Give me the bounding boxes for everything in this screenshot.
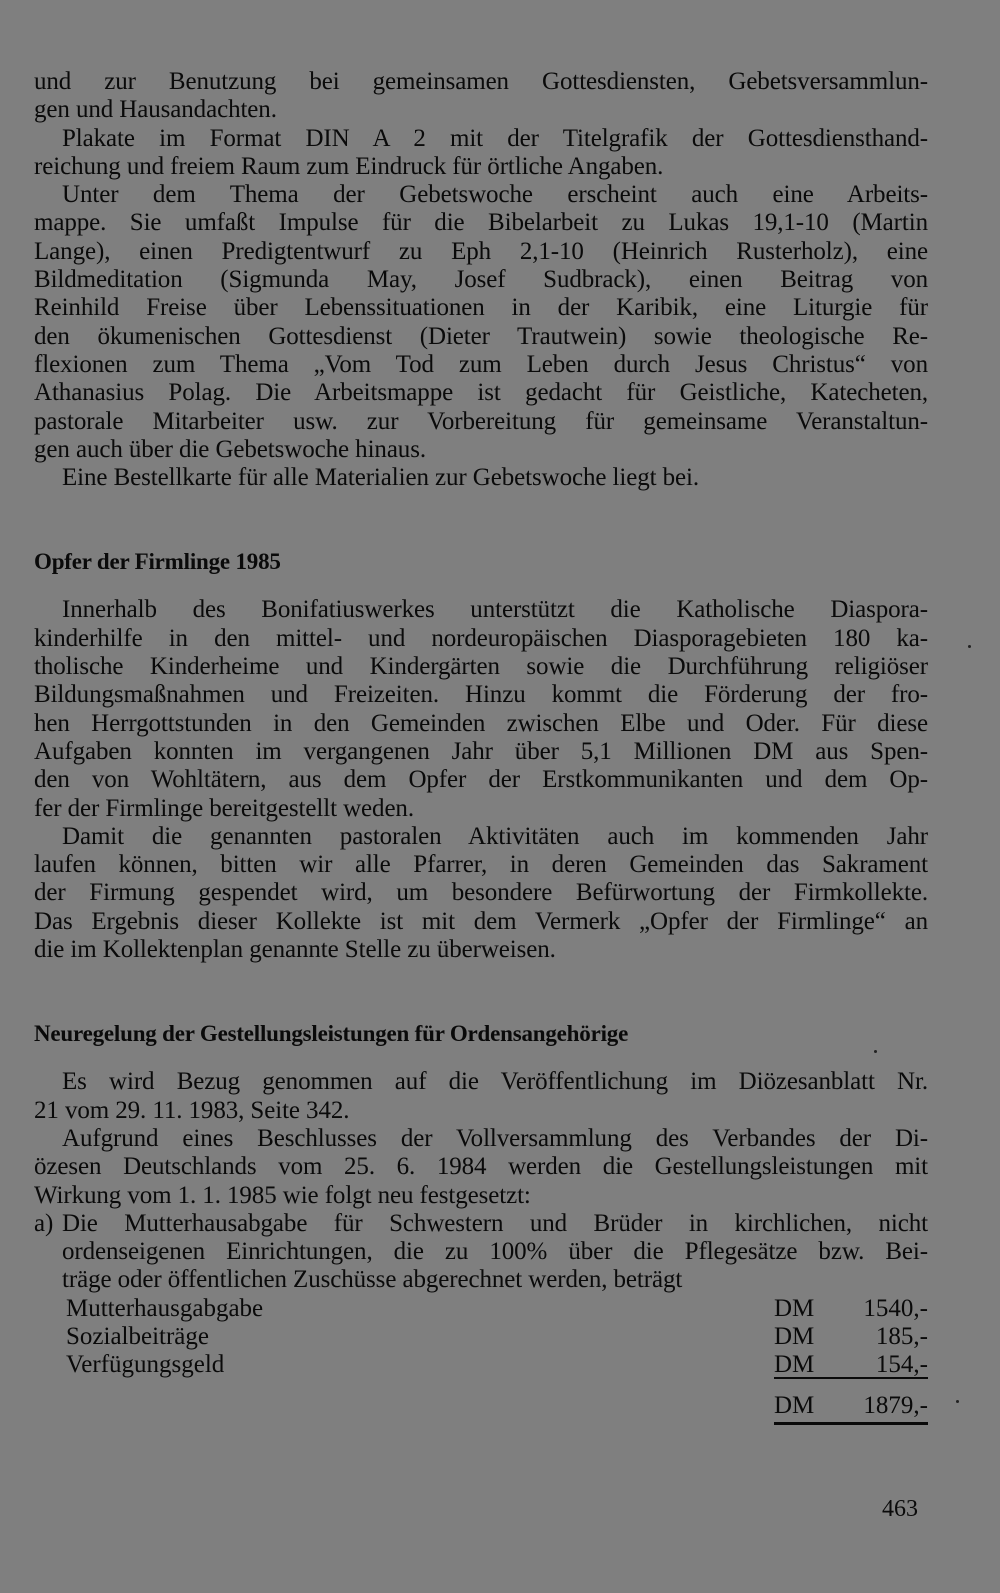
paragraph: [34, 1068, 928, 1125]
text-line: pastorale Mitarbeiter usw. zur Vorbereitung für gemeinsame Veranstaltun-: [34, 407, 928, 435]
cost-label: Sozialbeiträge: [66, 1322, 209, 1350]
text-line: Lange), einen Predigtentwurf zu Eph 2,1-10 (Heinrich Rusterholz), eine: [34, 237, 928, 265]
text-line: hen Herrgottstunden in den Gemeinden zwischen Elbe und Oder. Für diese: [34, 709, 928, 737]
text-line: Unter dem Thema der Gebetswoche erscheint auch eine Arbeits-: [62, 181, 928, 209]
paragraph: [34, 823, 928, 964]
text-line: den von Wohltätern, aus dem Opfer der Erstkommunikanten und dem Op-: [34, 766, 928, 794]
text-line: laufen können, bitten wir alle Pfarrer, in deren Gemeinden das Sakrament: [34, 851, 928, 879]
text-line: Innerhalb des Bonifatiuswerkes unterstützt die Katholische Diaspora-: [62, 596, 928, 624]
cost-label: Verfügungsgeld: [66, 1351, 225, 1379]
paragraph: [34, 125, 928, 182]
cost-currency: DM: [774, 1294, 815, 1322]
cost-table: [34, 1295, 928, 1425]
cost-amount: 154,-: [875, 1351, 928, 1379]
text-line: Das Ergebnis dieser Kollekte ist mit dem Vermerk „Opfer der Firmlinge“ an: [34, 907, 928, 935]
text-line: die im Kollektenplan genannte Stelle zu überweisen.: [34, 936, 556, 964]
text-line: gen und Hausandachten.: [34, 96, 277, 124]
cost-currency: DM: [774, 1351, 815, 1379]
section-heading: Opfer der Firmlinge 1985: [34, 549, 281, 575]
scan-speck: [968, 645, 971, 648]
paragraph: [34, 68, 928, 125]
text-line: Bildungsmaßnahmen und Freizeiten. Hinzu kommt die Förderung der fro-: [34, 681, 928, 709]
section-heading: Neuregelung der Gestellungsleistungen für Ordensangehörige: [34, 1021, 629, 1047]
text-line: ordenseigenen Einrichtungen, die zu 100% über die Pflegesätze bzw. Bei-: [62, 1238, 928, 1266]
text-line: der Firmung gespendet wird, um besondere Befürwortung der Firmkollekte.: [34, 879, 928, 907]
text-line: Die Mutterhausabgabe für Schwestern und Brüder in kirchlichen, nicht: [62, 1209, 928, 1237]
text-line: Wirkung vom 1. 1. 1985 wie folgt neu festgesetzt:: [34, 1181, 531, 1209]
text-line: und zur Benutzung bei gemeinsamen Gottesdiensten, Gebetsversammlun-: [34, 68, 928, 95]
cost-label: Mutterhausgabgabe: [66, 1294, 264, 1322]
text-line: Es wird Bezug genommen auf die Veröffentlichung im Diözesanblatt Nr.: [62, 1068, 928, 1096]
text-line: Plakate im Format DIN A 2 mit der Titelgrafik der Gottesdiensthand-: [62, 124, 928, 152]
text-line: fer der Firmlinge bereitgestellt weden.: [34, 794, 414, 822]
text-line: kinderhilfe in den mittel- und nordeuropäischen Diasporagebieten 180 ka-: [34, 624, 928, 652]
page-number: 463: [882, 1496, 918, 1522]
paragraph: [34, 596, 928, 822]
text-line: gen auch über die Gebetswoche hinaus.: [34, 435, 426, 463]
text-line: mappe. Sie umfaßt Impulse für die Bibelarbeit zu Lukas 19,1-10 (Martin: [34, 209, 928, 237]
paragraph: [34, 1125, 928, 1210]
document-page: [34, 68, 928, 1425]
text-line: Damit die genannten pastoralen Aktivitäten auch im kommenden Jahr: [62, 822, 928, 850]
paragraph: [34, 181, 928, 464]
scan-speck: [956, 1400, 959, 1403]
scan-speck: [874, 1050, 877, 1053]
text-line: Aufgrund eines Beschlusses der Vollversammlung des Verbandes der Di-: [62, 1124, 928, 1152]
cost-row: [34, 1295, 928, 1323]
text-line: özesen Deutschlands vom 25. 6. 1984 werden die Gestellungsleistungen mit: [34, 1153, 928, 1181]
text-line: Eine Bestellkarte für alle Materialien zur Gebetswoche liegt bei.: [62, 464, 699, 492]
list-item-label: a): [34, 1209, 54, 1237]
text-line: Reinhild Freise über Lebenssituationen in der Karibik, eine Liturgie für: [34, 294, 928, 322]
text-line: 21 vom 29. 11. 1983, Seite 342.: [34, 1096, 350, 1124]
cost-row: [34, 1323, 928, 1351]
paragraph: [34, 464, 928, 492]
total-currency: DM: [774, 1391, 815, 1419]
cost-amount: 1540,-: [863, 1294, 928, 1322]
list-item-a: [34, 1210, 928, 1295]
text-line: flexionen zum Thema „Vom Tod zum Leben durch Jesus Christus“ von: [34, 350, 928, 378]
text-line: tholische Kinderheime und Kindergärten sowie die Durchführung religiöser: [34, 653, 928, 681]
text-line: reichung und freiem Raum zum Eindruck für örtliche Angaben.: [34, 152, 664, 180]
text-line: Bildmeditation (Sigmunda May, Josef Sudbrack), einen Beitrag von: [34, 266, 928, 294]
cost-currency: DM: [774, 1322, 815, 1350]
text-line: Athanasius Polag. Die Arbeitsmappe ist gedacht für Geistliche, Katecheten,: [34, 379, 928, 407]
total-amount: 1879,-: [863, 1391, 928, 1419]
text-line: den ökumenischen Gottesdienst (Dieter Trautwein) sowie theologische Re-: [34, 322, 928, 350]
cost-amount: 185,-: [875, 1322, 928, 1350]
cost-row: [34, 1351, 928, 1379]
cost-total-row: [34, 1392, 928, 1425]
text-line: Aufgaben konnten im vergangenen Jahr über 5,1 Millionen DM aus Spen-: [34, 737, 928, 765]
text-line: träge oder öffentlichen Zuschüsse abgerechnet werden, beträgt: [62, 1266, 683, 1294]
